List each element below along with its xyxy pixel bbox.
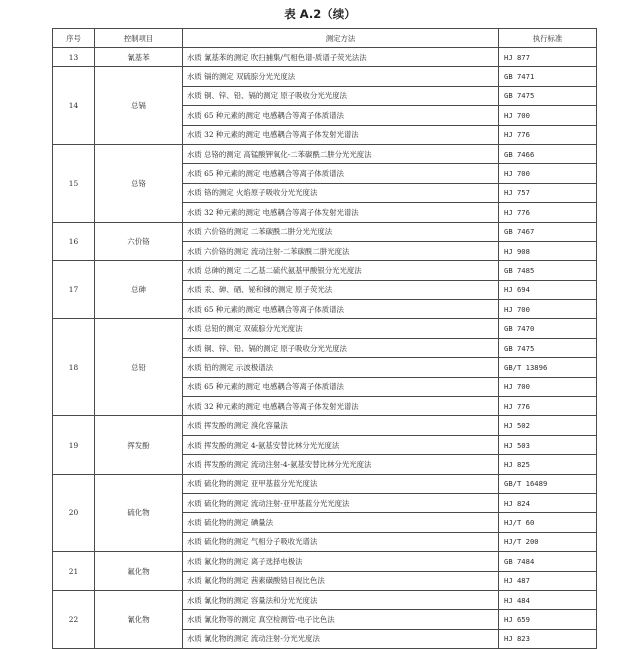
method-cell: 水质 氰化物等的测定 真空检测管-电子比色法 xyxy=(183,610,499,629)
method-cell: 水质 镉的测定 双硫腙分光光度法 xyxy=(183,67,499,86)
table-row xyxy=(53,474,597,493)
method-cell: 水质 汞、砷、硒、铋和锑的测定 原子荧光法 xyxy=(183,280,499,299)
method-cell: 水质 铬的测定 火焰原子吸收分光光度法 xyxy=(183,183,499,202)
method-cell: 水质 挥发酚的测定 4-氨基安替比林分光光度法 xyxy=(183,435,499,454)
table-row xyxy=(53,48,597,67)
row-number: 16 xyxy=(53,222,95,261)
standard-cell: HJ 700 xyxy=(499,106,597,125)
table-title: 表 A.2（续） xyxy=(284,7,356,21)
row-number: 18 xyxy=(53,319,95,416)
row-number: 22 xyxy=(53,590,95,648)
table-row xyxy=(53,552,597,571)
control-item: 氟化物 xyxy=(95,552,183,591)
standard-cell: HJ 700 xyxy=(499,377,597,396)
method-cell: 水质 六价铬的测定 流动注射-二苯碳酰二肼光度法 xyxy=(183,241,499,260)
method-cell: 水质 铅的测定 示波极谱法 xyxy=(183,358,499,377)
table-body xyxy=(53,48,597,649)
method-cell: 水质 挥发酚的测定 溴化容量法 xyxy=(183,416,499,435)
header-item: 控制项目 xyxy=(95,29,183,48)
method-cell: 水质 氰化物的测定 容量法和分光光度法 xyxy=(183,590,499,609)
standard-cell: HJ 825 xyxy=(499,455,597,474)
method-cell: 水质 挥发酚的测定 流动注射-4-氨基安替比林分光光度法 xyxy=(183,455,499,474)
control-item: 总铅 xyxy=(95,319,183,416)
method-cell: 水质 总铅的测定 双硫腙分光光度法 xyxy=(183,319,499,338)
row-number: 13 xyxy=(53,48,95,67)
table-row xyxy=(53,416,597,435)
standard-cell: HJ 776 xyxy=(499,125,597,144)
standard-cell: HJ 700 xyxy=(499,300,597,319)
standard-cell: GB 7471 xyxy=(499,67,597,86)
control-item: 总砷 xyxy=(95,261,183,319)
method-cell: 水质 65 种元素的测定 电感耦合等离子体质谱法 xyxy=(183,300,499,319)
method-cell: 水质 65 种元素的测定 电感耦合等离子体质谱法 xyxy=(183,377,499,396)
method-cell: 水质 六价铬的测定 二苯碳酰二肼分光光度法 xyxy=(183,222,499,241)
standard-cell: HJ 484 xyxy=(499,590,597,609)
standard-cell: HJ 487 xyxy=(499,571,597,590)
standard-cell: HJ/T 60 xyxy=(499,513,597,532)
method-cell: 水质 氟化物的测定 离子选择电极法 xyxy=(183,552,499,571)
method-cell: 水质 32 种元素的测定 电感耦合等离子体发射光谱法 xyxy=(183,125,499,144)
row-number: 20 xyxy=(53,474,95,552)
standard-cell: HJ 757 xyxy=(499,183,597,202)
standard-cell: GB/T 13896 xyxy=(499,358,597,377)
standard-cell: GB 7467 xyxy=(499,222,597,241)
standard-cell: HJ 877 xyxy=(499,48,597,67)
method-cell: 水质 32 种元素的测定 电感耦合等离子体发射光谱法 xyxy=(183,203,499,222)
standard-cell: HJ 776 xyxy=(499,203,597,222)
standard-cell: GB/T 16489 xyxy=(499,474,597,493)
standards-table xyxy=(52,28,597,649)
control-item: 氰化物 xyxy=(95,590,183,648)
table-row xyxy=(53,222,597,241)
control-item: 总镉 xyxy=(95,67,183,145)
header-row xyxy=(53,29,597,48)
method-cell: 水质 硫化物的测定 碘量法 xyxy=(183,513,499,532)
standard-cell: HJ/T 200 xyxy=(499,532,597,551)
standard-cell: GB 7470 xyxy=(499,319,597,338)
header-std: 执行标准 xyxy=(499,29,597,48)
row-number: 15 xyxy=(53,144,95,222)
standard-cell: HJ 776 xyxy=(499,397,597,416)
standard-cell: GB 7475 xyxy=(499,86,597,105)
standard-cell: HJ 700 xyxy=(499,164,597,183)
method-cell: 水质 65 种元素的测定 电感耦合等离子体质谱法 xyxy=(183,106,499,125)
method-cell: 水质 氟化物的测定 茜素磺酸锆目视比色法 xyxy=(183,571,499,590)
table-row xyxy=(53,67,597,86)
standard-cell: HJ 824 xyxy=(499,493,597,512)
method-cell: 水质 硫化物的测定 亚甲基蓝分光光度法 xyxy=(183,474,499,493)
standard-cell: HJ 823 xyxy=(499,629,597,648)
control-item: 硫化物 xyxy=(95,474,183,552)
standard-cell: GB 7485 xyxy=(499,261,597,280)
method-cell: 水质 硫化物的测定 流动注射-亚甲基蓝分光光度法 xyxy=(183,493,499,512)
method-cell: 水质 铜、锌、铅、镉的测定 原子吸收分光光度法 xyxy=(183,338,499,357)
standard-cell: HJ 503 xyxy=(499,435,597,454)
control-item: 氰基苯 xyxy=(95,48,183,67)
standard-cell: GB 7475 xyxy=(499,338,597,357)
row-number: 14 xyxy=(53,67,95,145)
header-no: 序号 xyxy=(53,29,95,48)
table-row xyxy=(53,590,597,609)
method-cell: 水质 32 种元素的测定 电感耦合等离子体发射光谱法 xyxy=(183,397,499,416)
row-number: 19 xyxy=(53,416,95,474)
standard-cell: GB 7484 xyxy=(499,552,597,571)
table-row xyxy=(53,319,597,338)
method-cell: 水质 铜、锌、铅、镉的测定 原子吸收分光光度法 xyxy=(183,86,499,105)
control-item: 挥发酚 xyxy=(95,416,183,474)
table-row xyxy=(53,261,597,280)
standard-cell: HJ 659 xyxy=(499,610,597,629)
standard-cell: GB 7466 xyxy=(499,144,597,163)
control-item: 六价铬 xyxy=(95,222,183,261)
control-item: 总铬 xyxy=(95,144,183,222)
standard-cell: HJ 502 xyxy=(499,416,597,435)
method-cell: 水质 65 种元素的测定 电感耦合等离子体质谱法 xyxy=(183,164,499,183)
row-number: 17 xyxy=(53,261,95,319)
table-row xyxy=(53,144,597,163)
method-cell: 水质 总铬的测定 高锰酸钾氧化-二苯碳酰二肼分光光度法 xyxy=(183,144,499,163)
method-cell: 水质 氰基苯的测定 吹扫捕集/气相色谱-质谱子荧光法法 xyxy=(183,48,499,67)
standard-cell: HJ 908 xyxy=(499,241,597,260)
row-number: 21 xyxy=(53,552,95,591)
method-cell: 水质 氰化物的测定 流动注射-分光光度法 xyxy=(183,629,499,648)
header-method: 测定方法 xyxy=(183,29,499,48)
method-cell: 水质 总砷的测定 二乙基二硫代氨基甲酸银分光光度法 xyxy=(183,261,499,280)
standard-cell: HJ 694 xyxy=(499,280,597,299)
method-cell: 水质 硫化物的测定 气相分子吸收光谱法 xyxy=(183,532,499,551)
